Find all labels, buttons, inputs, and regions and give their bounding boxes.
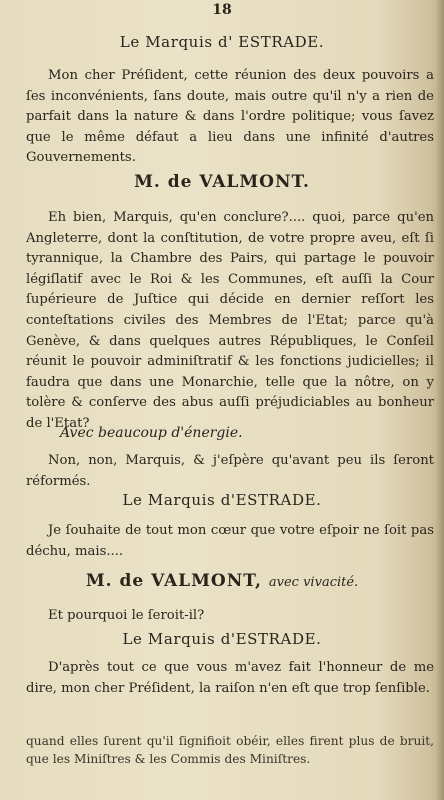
speaker-heading: Le Marquis d' ESTRADE. [119,33,325,51]
speech-paragraph [26,66,434,169]
paragraph-text: Je ſouhaite de tout mon cœur que votre eſpoir ne ſoit pas déchu, mais.... [26,523,434,559]
speech-paragraph [26,521,434,562]
page-edge-shadow [436,0,444,800]
speaker-heading: Le Marquis d'ESTRADE. [122,630,322,648]
speaker-name: M. de VALMONT, [85,571,262,591]
paragraph-text: Non, non, Marquis, & j'eſpère qu'avant peu ils ſeront réformés. [26,453,434,489]
speech-paragraph [26,208,434,435]
overlapping-page-fragment [26,732,434,768]
paragraph-text: D'après tout ce que vous m'avez fait l'honneur de me dire, mon cher Préſident, la raiſon n'en eſt que trop ſenſible. [26,660,434,696]
paragraph-text: Et pourquoi le ſeroit-il? [48,608,205,623]
stage-direction: Avec beaucoup d'énergie. [60,425,243,441]
page-number: 18 [212,2,232,18]
speaker-heading [0,571,444,591]
speaker-heading: Le Marquis d'ESTRADE. [122,491,322,509]
speech-paragraph [26,451,434,492]
speech-paragraph [26,658,434,699]
paragraph-text: Eh bien, Marquis, qu'en conclure?.... quoi, parce qu'en Angleterre, dont la conſtitution, de votre propre aveu, eſt ſi tyrannique, la Chambre des Pairs, qui partage le pouvoir légiſlatif avec le Roi & les Communes, eſt auſſi la Cour ſupérieure de Juſtice qui décide en dernier reſſort les conteſtations civiles des Membres de l'Etat; parce qu'à Genève, & dans quelques autres Républiques, le Conſeil réunit le pouvoir adminiſtratif & les fonctions judicielles; il faudra que dans une Monarchie, telle que la nôtre, on y tolère & conſerve des abus auſſi préjudiciables au bonheur de l'Etat? [26,210,434,431]
speech-paragraph [26,606,434,627]
speaker-heading: M. de VALMONT. [134,172,310,192]
fragment-text: quand elles ſurent qu'il ſignifioit obéir, elles firent plus de bruit, que les Miniſtres & les Commis des Miniſtres. [26,734,434,766]
speaker-stage-direction: avec vivacité. [268,575,359,590]
paragraph-text: Mon cher Préſident, cette réunion des deux pouvoirs a ſes inconvénients, ſans doute, mais outre qu'il n'y a rien de parfait dans la nature & dans l'ordre politique; vous ſavez que le même défaut a lieu dans une infinité d'autres Gouvernements. [26,68,434,166]
